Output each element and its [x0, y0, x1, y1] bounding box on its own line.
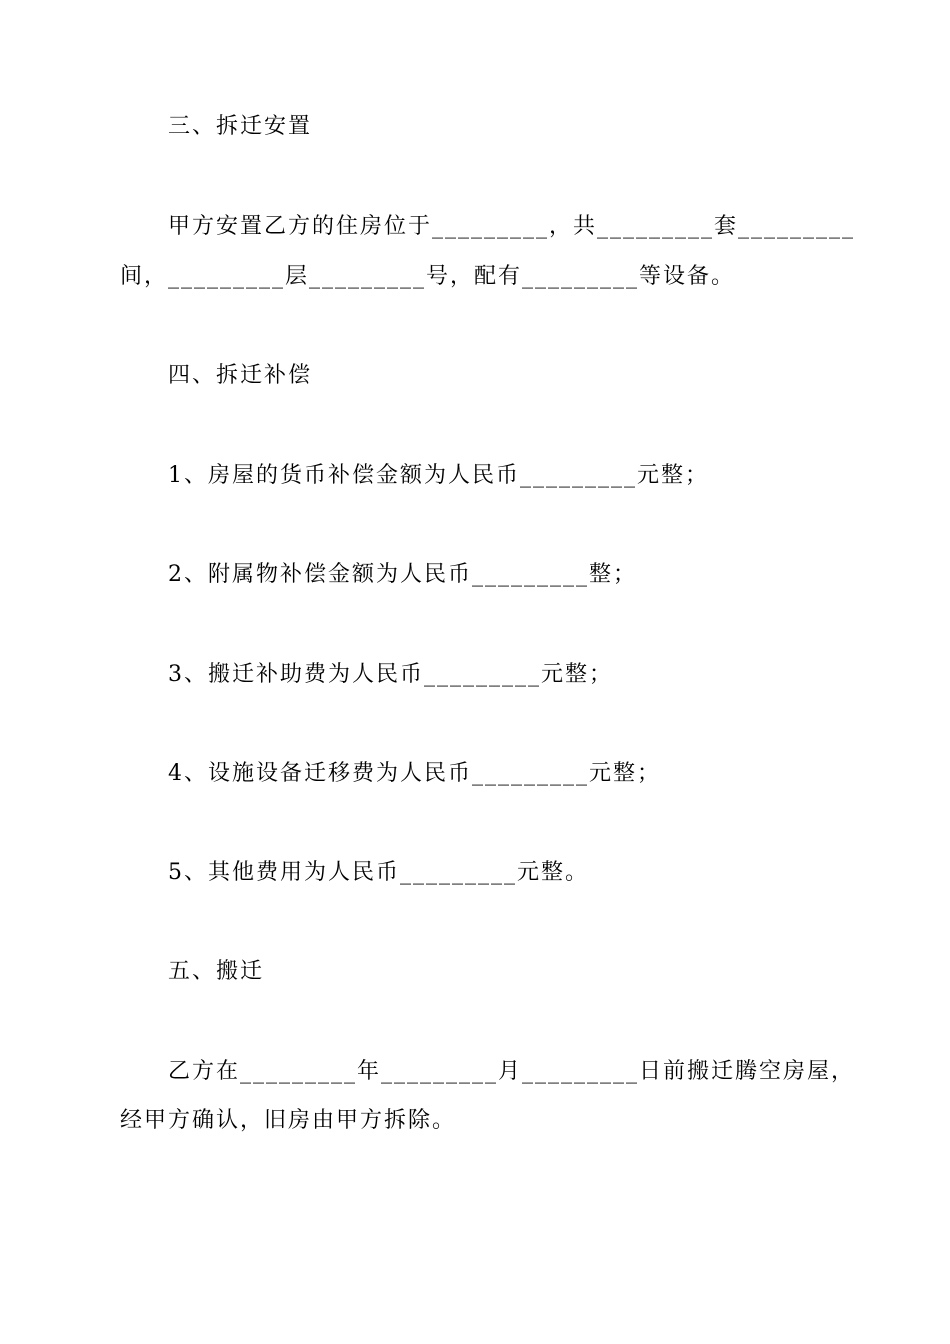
section-3-paragraph-line-2: 间，_________层_________号，配有_________等设备。: [120, 264, 736, 289]
compensation-item-4: 4、设施设备迁移费为人民币_________元整；: [168, 761, 661, 786]
compensation-item-1: 1、房屋的货币补偿金额为人民币_________元整；: [168, 463, 709, 488]
compensation-item-3: 3、搬迁补助费为人民币_________元整；: [168, 662, 613, 687]
compensation-item-5: 5、其他费用为人民币_________元整。: [168, 860, 589, 885]
compensation-item-2: 2、附属物补偿金额为人民币_________整；: [168, 562, 637, 587]
section-4-heading: 四、拆迁补偿: [168, 363, 313, 388]
section-3-paragraph-line-1: 甲方安置乙方的住房位于_________，共_________套_________: [168, 214, 856, 239]
section-3-heading: 三、拆迁安置: [168, 114, 313, 139]
section-5-heading: 五、搬迁: [168, 959, 265, 984]
section-5-paragraph-line-2: 经甲方确认，旧房由甲方拆除。: [120, 1108, 457, 1133]
section-5-paragraph-line-1: 乙方在_________年_________月_________日前搬迁腾空房屋，: [168, 1059, 856, 1084]
